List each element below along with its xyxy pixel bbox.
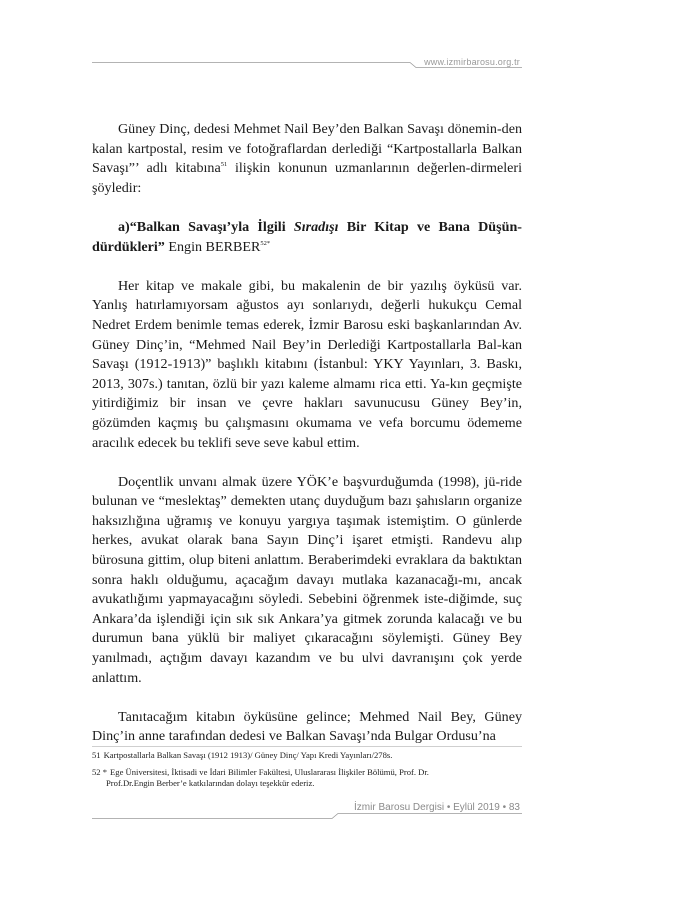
paragraph-story: Her kitap ve makale gibi, bu makalenin de bir yazılış öyküsü var. Yanlış hatırlamıyorsam ağustos ayı sonlarıydı, değerli hukukçu Cemal Nedret Erdem benimle temas ederek, İzmir Barosu eski başkanlarından Av. Güney Dinç’in, “Mehmed Nail Bey’in Derlediği Kartpostallarla Bal-kan Savaşı (1912-1913)” başlıklı kitabını (İstanbul: YKY Yayınları, 3. Baskı, 2013, 307s.) tanıtan, özlü bir yazı kaleme almamı rica etti. Ya-kın geçmişte yitirdiğimiz bir insan ve çevre hakları savunucusu Güney Bey’in, gözümden kaçmış bu çalışmasını okumama ve vefa borcumu ödememe aracılık edecek bu teklifi seve seve kabul ettim.	[92, 277, 522, 451]
heading-author: Engin BERBER	[164, 238, 261, 255]
footnote-51: 51 Kartpostallarla Balkan Savaşı (1912 1913)/ Güney Dinç/ Yapı Kredi Yayınları/278s.	[92, 750, 393, 760]
paragraph-intro: Güney Dinç, dedesi Mehmet Nail Bey’den Balkan Savaşı dönemin-den kalan kartpostal, resim ve fotoğraflardan derlediği “Kartpostallarla Balkan Savaşı”’ adlı kitabına$^{51}$ ilişkin konunun uzmanlarının değerlen-dirmeleri şöyledir:	[92, 121, 523, 196]
paragraph-yok: Doçentlik unvanı almak üzere YÖK’e başvurduğumda (1998), jü-ride bulunan ve “meslektaş” demekten utanç duyduğum bazı şahısların organize haksızlığına uğramış ve konuyu yargıya taşımak istemiştim. O günlerde herkes, avukat olarak bana Sayın Dinç’i işaret etmişti. Randevu alıp bürosuna gittim, olup biteni anlattım. Beraberimdeki evraklara da baktıktan sonra haklı olduğumu, açacağım davayı mutlaka kazanacağı-mı, ancak avukatlığımı yapmayacağını söyledi. Sebebini öğrenmek iste-diğimde, suç Ankara’da işlendiği için sık sık Ankara’ya gitmek zorunda kalacağı ve bu durumun bana yüklü bir maliyet çıkaracağını söylemişti. Güney Bey yanılmadı, açtığım davayı kazandım ve bu ulvi davranışını çok yerde anlattım.	[92, 473, 522, 686]
footnote-ref-51: 51	[220, 161, 228, 169]
footnote-52: 52 * Ege Üniversitesi, İktisadi ve İdari Bilimler Fakültesi, Uluslararası İlişkiler Bölümü, Prof. Dr. Prof.Dr.Engin Berber’e katkılarından dolayı teşekkür ederiz.	[92, 766, 429, 788]
footnote-rule	[92, 746, 522, 747]
header-url: www.izmirbarosu.org.tr	[424, 57, 520, 67]
section-heading-a: a)“Balkan Savaşı’yla İlgili Sıradışı Bir Kitap ve Bana Düşün-dürdükleri” Engin $BERBER^{52*}$	[92, 218, 522, 255]
paragraph-book-story: Tanıtacağım kitabın öyküsüne gelince; Mehmed Nail Bey, Güney Dinç’in anne tarafından dedesi ve Balkan Savaşı’nda Bulgar Ordusu’na	[92, 708, 522, 745]
page-body	[92, 120, 522, 747]
footnotes	[92, 750, 522, 795]
footnote-ref-52: 52*	[260, 239, 271, 247]
page-footer: İzmir Barosu Dergisi • Eylül 2019 • 83	[354, 802, 520, 813]
